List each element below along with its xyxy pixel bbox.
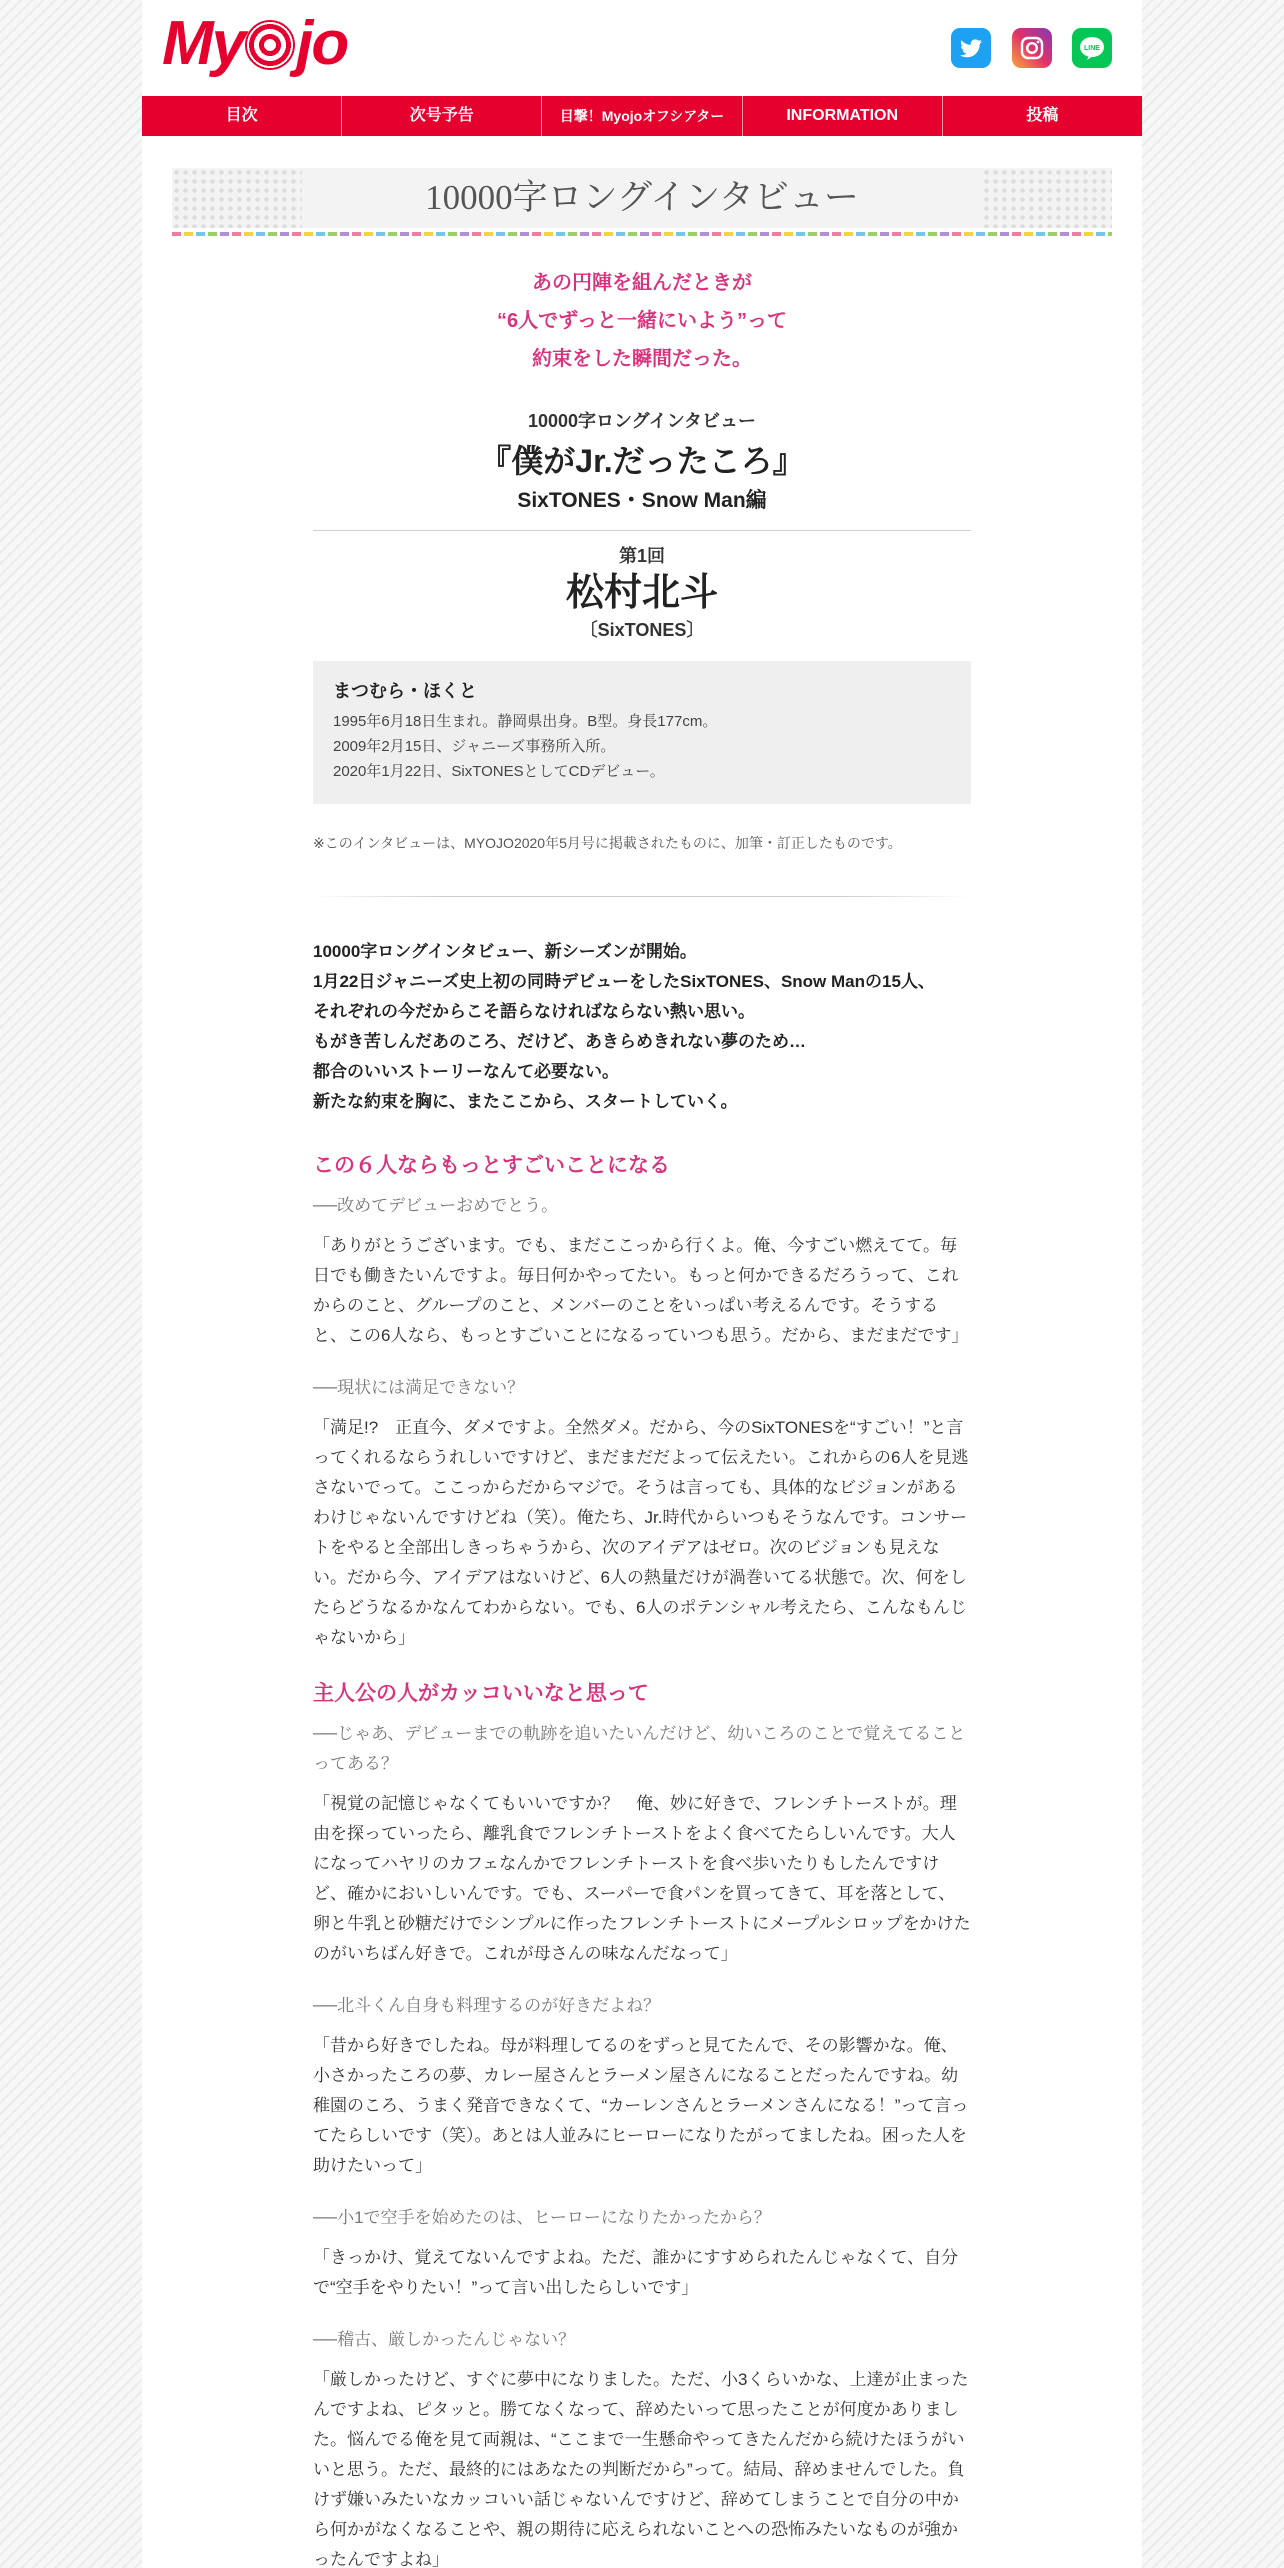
nav-item-information[interactable]: INFORMATION	[743, 96, 943, 136]
interview-question: ──小1で空手を始めたのは、ヒーローになりたかったから？	[313, 2208, 771, 2227]
interviewee-group: 〔SixTONES〕	[579, 620, 705, 640]
intro-line: 10000字ロングインタビュー、新シーズンが開始。	[313, 942, 697, 961]
interview-question: ──稽古、厳しかったんじゃない？	[313, 2330, 576, 2349]
profile-reading: まつむら・ほくと	[333, 681, 477, 701]
lead-copy	[313, 264, 971, 378]
divider	[313, 896, 971, 897]
interview-answer: 「ありがとうございます。でも、まだここっから行くよ。俺、今すごい燃えてて。毎日でも働きたいんですよ。毎日何かやってたい。もっと何かできるだろうって、これからのこと、グループのこと、メンバーのことをいっぱい考えるんです。そうすると、この6人なら、もっとすごいことになるっていつも思う。だから、まだまだです」	[313, 1236, 969, 1345]
interview-answer: 「きっかけ、覚えてないんですよね。ただ、誰かにすすめられたんじゃなくて、自分で“空手をやりたい！”って言い出したらしいです」	[313, 2248, 959, 2297]
instagram-icon[interactable]	[1012, 28, 1052, 68]
nav-item-contents[interactable]: 目次	[142, 96, 342, 136]
divider	[313, 530, 971, 531]
interview-question: ──現状には満足できない？	[313, 1378, 525, 1397]
interview-answer: 「厳しかったけど、すぐに夢中になりました。ただ、小3くらいかな、上達が止まったんですよね、ピタッと。勝てなくなって、辞めたいって思ったことが何度かありました。悩んでる俺を見て両親は、“ここまで一生懸命やってきたんだから続けたほうがいいと思う。ただ、最終的にはあなたの判断だから”って。結局、辞めませんでした。負けず嫌いみたいなカッコいい話じゃないんですけど、辞めてしまうことで自分の中から何かがなくなることや、親の期待に応えられないことへの恐怖みたいなものが強かったんですよね」	[313, 2370, 969, 2568]
rainbow-divider	[172, 232, 1112, 236]
lead-line: あの円陣を組んだときが	[532, 272, 752, 294]
line-icon-label: LINE	[1084, 45, 1100, 52]
interview-answer: 「満足!? 正直今、ダメですよ。全然ダメ。だから、今のSixTONESを“すごい！”と言ってくれるならうれしいですけど、まだまだだよって伝えたい。これからの6人を見逃さないでって。ここっからだからマジで。そうは言っても、具体的なビジョンがあるわけじゃないんですけどね（笑）。俺たち、Jr.時代からいつもそうなんです。コンサートをやると全部出しきっちゃうから、次のアイデアはゼロ。次のビジョンも見えない。だから今、アイデアはないけど、6人の熱量だけが渦巻いてる状態で。次、何をしたらどうなるかなんてわからない。でも、6人のポテンシャル考えたら、こんなもんじゃないから」	[313, 1418, 969, 1647]
interview-question: ──北斗くん自身も料理するのが好きだよね？	[313, 1996, 661, 2015]
series-label: 10000字ロングインタビュー	[527, 411, 757, 431]
header	[142, 0, 1142, 96]
interviewee-name: 松村北斗	[565, 572, 718, 614]
profile-box	[313, 661, 971, 804]
interview-question: ──改めてデビューおめでとう。	[313, 1196, 559, 1215]
section-banner	[172, 168, 1112, 228]
nav-item-off-theater[interactable]: 目撃！Myojoオフシアター	[542, 96, 742, 136]
section-2	[313, 1679, 971, 2568]
series-title: 『僕がJr.だったころ』	[479, 443, 805, 479]
intro-line: 新たな約束を胸に、またここから、スタートしていく。	[313, 1092, 738, 1111]
intro-line: 都合のいいストーリーなんて必要ない。	[313, 1062, 619, 1081]
nav-item-next-issue[interactable]: 次号予告	[342, 96, 542, 136]
article	[313, 264, 971, 2568]
intro-line: 1月22日ジャニーズ史上初の同時デビューをしたSixTONES、Snow Manの15人、	[313, 972, 935, 991]
profile-line: 2020年1月22日、SixTONESとしてCDデビュー。	[333, 763, 665, 780]
myojo-logo[interactable]: My jo	[162, 9, 348, 78]
page	[142, 0, 1142, 2568]
section-heading: この６人ならもっとすごいことになる	[313, 1154, 670, 1177]
intro-line: それぞれの今だからこそ語らなければならない熱い思い。	[313, 1002, 755, 1021]
lead-line: 約束をした瞬間だった。	[532, 348, 752, 370]
target-logo-mark	[245, 20, 295, 70]
reprint-note: ※このインタビューは、MYOJO2020年5月号に掲載されたものに、加筆・訂正したものです。	[313, 835, 902, 851]
banner-title: 10000字ロングインタビュー	[425, 178, 859, 217]
series-subtitle: SixTONES・Snow Man編	[517, 489, 767, 512]
interview-question: ──じゃあ、デビューまでの軌跡を追いたいんだけど、幼いころのことで覚えてることってある？	[313, 1724, 966, 1773]
episode-number: 第1回	[618, 546, 665, 566]
intro-line: もがき苦しんだあのころ、だけど、あきらめきれない夢のため…	[313, 1032, 806, 1051]
section-heading: 主人公の人がカッコいいなと思って	[313, 1682, 649, 1705]
profile-line: 2009年2月15日、ジャニーズ事務所入所。	[333, 738, 616, 755]
interview-answer: 「昔から好きでしたね。母が料理してるのをずっと見てたんで、その影響かな。俺、小さかったころの夢、カレー屋さんとラーメン屋さんになることだったんですね。幼稚園のころ、うまく発音できなくて、“カーレンさんとラーメンさんになる！”って言ってたらしいです（笑）。あとは人並みにヒーローになりたがってましたね。困った人を助けたいって」	[313, 2036, 969, 2175]
twitter-icon[interactable]	[951, 28, 991, 68]
section-1	[313, 1151, 971, 1653]
global-nav	[142, 96, 1142, 136]
interview-answer: 「視覚の記憶じゃなくてもいいですか？ 俺、妙に好きで、フレンチトーストが。理由を探っていったら、離乳食でフレンチトーストをよく食べてたらしいんです。大人になってハヤリのカフェなんかでフレンチトーストを食べ歩いたりもしたんですけど、確かにおいしいんです。でも、スーパーで食パンを買ってきて、耳を落として、卵と牛乳と砂糖だけでシンプルに作ったフレンチトーストにメープルシロップをかけたのがいちばん好きで。これが母さんの味なんだなって」	[313, 1794, 971, 1963]
intro-text	[313, 937, 971, 1117]
lead-line: “6人でずっと一緒にいよう”って	[497, 310, 787, 332]
profile-line: 1995年6月18日生まれ。静岡県出身。B型。身長177cm。	[333, 713, 718, 730]
nav-item-post[interactable]: 投稿	[1026, 107, 1059, 124]
line-icon[interactable]	[1072, 28, 1112, 68]
